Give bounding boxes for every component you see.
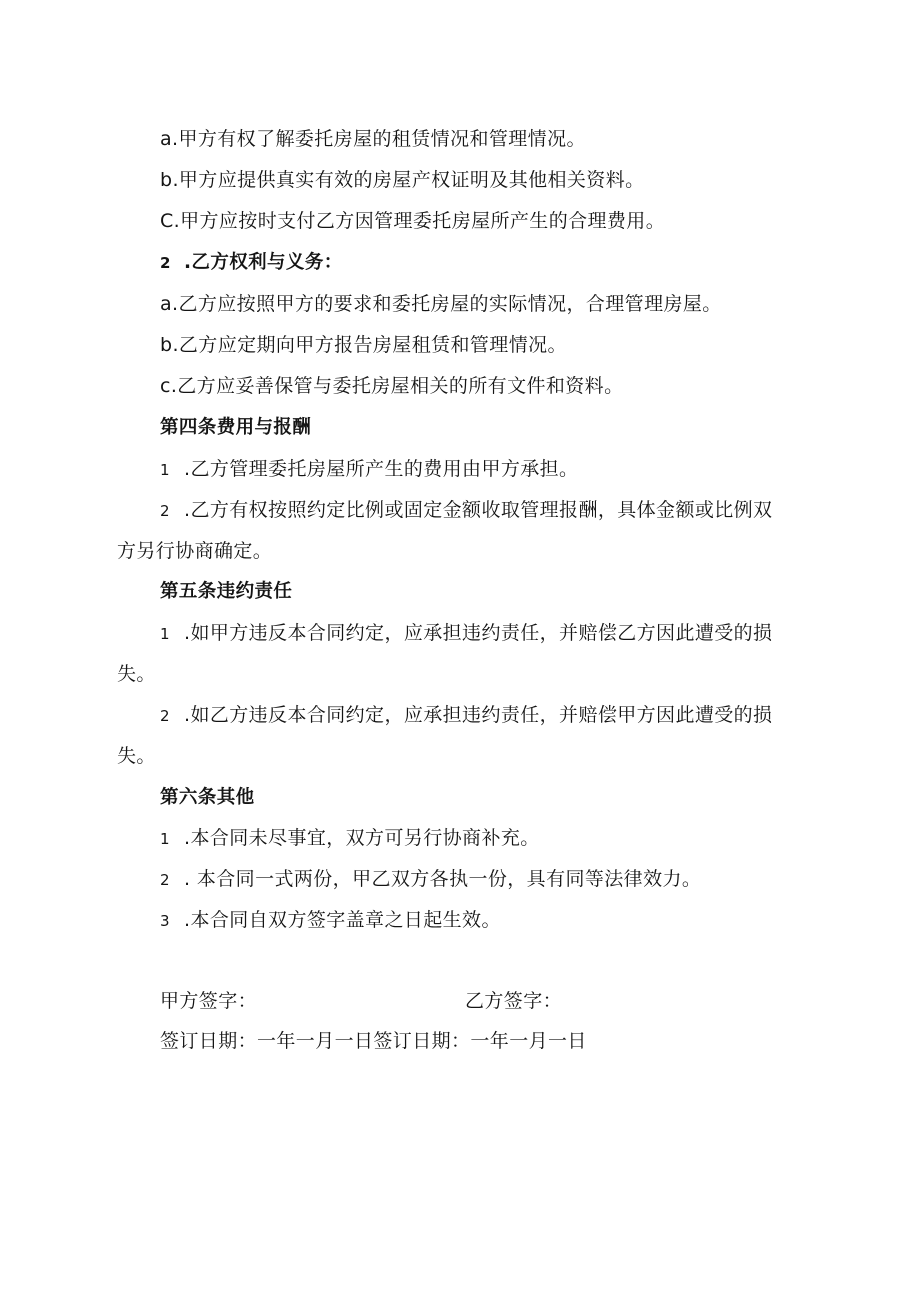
- article4-item-1-number: 1: [160, 461, 170, 479]
- article4-item-2: [160, 498, 772, 523]
- article6-item-3-text: .本合同自双方签字盖章之日起生效。: [184, 909, 501, 931]
- article4-item-1: [160, 457, 578, 482]
- article6-item-3-number: 3: [160, 912, 170, 930]
- article5-item-2-continued: 失。: [117, 745, 156, 767]
- party-b-signature-label: 乙方签字：: [465, 990, 563, 1012]
- party-a-right-b: b.甲方应提供真实有效的房屋产权证明及其他相关资料。: [160, 169, 645, 191]
- article5-title: 第五条违约责任: [160, 581, 293, 602]
- article6-item-1: [160, 826, 540, 851]
- party-a-right-a: a.甲方有权了解委托房屋的租赁情况和管理情况。: [160, 128, 586, 150]
- article4-item-2-text: .乙方有权按照约定比例或固定金额收取管理报酬，具体金额或比例双: [184, 499, 773, 521]
- article6-title: 第六条其他: [160, 787, 255, 808]
- party-b-right-c: c.乙方应妥善保管与委托房屋相关的所有文件和资料。: [160, 375, 624, 397]
- article5-item-1-text: .如甲方违反本合同约定，应承担违约责任，并赔偿乙方因此遭受的损: [184, 622, 773, 644]
- article6-item-1-text: .本合同未尽事宜，双方可另行协商补充。: [184, 827, 540, 849]
- signing-date-line: 签订日期：一年一月一日签订日期：一年一月一日: [160, 1030, 587, 1052]
- article6-item-3: [160, 908, 501, 933]
- article4-title: 第四条费用与报酬: [160, 417, 312, 438]
- party-b-right-a: a.乙方应按照甲方的要求和委托房屋的实际情况，合理管理房屋。: [160, 293, 722, 315]
- article5-item-1: [160, 621, 772, 646]
- party-b-heading-number: 2: [160, 254, 171, 272]
- party-a-right-c: C.甲方应按时支付乙方因管理委托房屋所产生的合理费用。: [160, 210, 666, 232]
- party-a-signature-label: 甲方签字：: [160, 990, 258, 1012]
- party-b-right-b: b.乙方应定期向甲方报告房屋租赁和管理情况。: [160, 334, 567, 356]
- article4-item-2-number: 2: [160, 502, 170, 520]
- article6-item-2-text: . 本合同一式两份，甲乙双方各执一份，具有同等法律效力。: [184, 868, 702, 890]
- article6-item-1-number: 1: [160, 830, 170, 848]
- article4-item-2-continued: 方另行协商确定。: [117, 540, 273, 562]
- article5-item-2-text: .如乙方违反本合同约定，应承担违约责任，并赔偿甲方因此遭受的损: [184, 704, 773, 726]
- party-b-heading: [160, 251, 343, 275]
- party-b-heading-text: .乙方权利与义务：: [184, 252, 343, 273]
- article5-item-1-number: 1: [160, 625, 170, 643]
- article4-item-1-text: .乙方管理委托房屋所产生的费用由甲方承担。: [184, 458, 579, 480]
- article6-item-2: [160, 867, 701, 892]
- article5-item-2: [160, 703, 772, 728]
- article5-item-1-continued: 失。: [117, 663, 156, 685]
- article6-item-2-number: 2: [160, 871, 170, 889]
- article5-item-2-number: 2: [160, 707, 170, 725]
